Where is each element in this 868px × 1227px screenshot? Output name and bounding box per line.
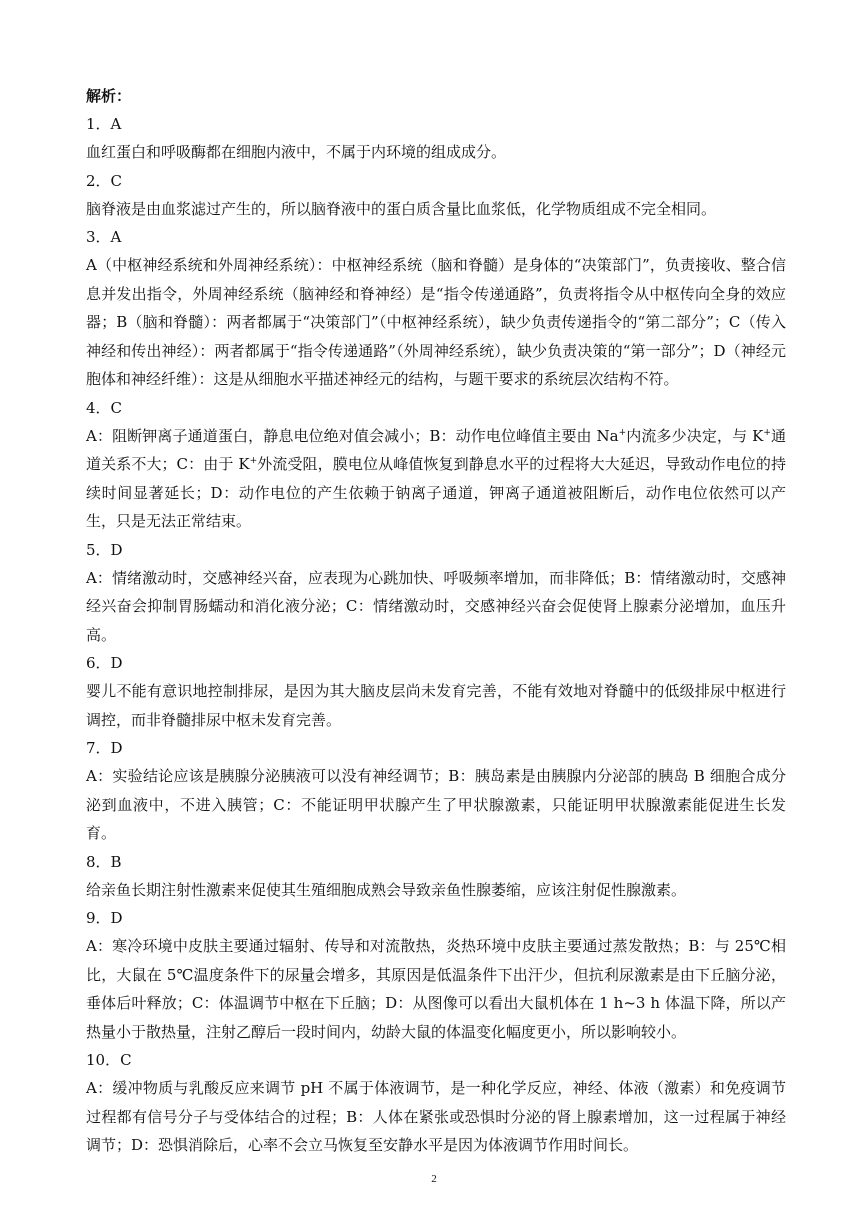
superscript-charge: + [249,456,258,466]
text-segment: 外流受阻，膜电位从峰值恢复到静息水平的过程将大大延迟，导致动作电位的持续时间显著延长；D：动作电位的产生依赖于钠离子通道，钾离子通道被阻断后，动作电位依然可以产生，只是无法正常结束。 [86,455,786,530]
answer-item-1 [86,110,786,167]
text-segment: 内流多少决定，与 K [626,426,764,445]
answer-item-6 [86,649,786,734]
answer-explanation: A：情绪激动时，交感神经兴奋，应表现为心跳加快、呼吸频率增加，而非降低；B：情绪激动时，交感神经兴奋会抑制胃肠蠕动和消化液分泌；C：情绪激动时，交感神经兴奋会促使肾上腺素分泌增加，血压升高。 [86,568,786,644]
answer-number: 3．A [86,228,122,246]
text-segment: 通道关系不大；C：由于 K [86,426,786,473]
answer-number: 9．D [86,909,123,927]
section-heading: 解析： [86,87,132,105]
superscript-charge: + [618,427,627,438]
answer-explanation: 脑脊液是由血浆滤过产生的，所以脑脊液中的蛋白质含量比血浆低，化学物质组成不完全相同。 [86,199,717,218]
answer-item-5 [86,536,786,650]
superscript-charge: + [763,427,771,438]
answer-number: 8．B [86,852,122,871]
answer-number: 7．D [86,739,123,757]
answer-explanation: A（中枢神经系统和外周神经系统）：中枢神经系统（脑和脊髓）是身体的“决策部门”，负责接收、整合信息并发出指令，外周神经系统（脑神经和脊神经）是“指令传递通路”，负责将指令从中枢传向全身的效应器；B（脑和脊髓）：两者都属于“决策部门”（中枢神经系统），缺少负责传递指令的“第二部分”；C（传入神经和传出神经）：两者都属于“指令传递通路”（外周神经系统），缺少负责决策的“第一部分”；D（神经元胞体和神经纤维）：这是从细胞水平描述神经元的结构，与题干要求的系统层次结构不符。 [86,256,786,388]
answer-number: 6．D [86,654,123,672]
answer-item-4 [86,394,786,536]
answer-item-7 [86,734,786,848]
text-segment: A：阻断钾离子通道蛋白，静息电位绝对值会减小；B：动作电位峰值主要由 Na [86,426,619,445]
answer-number: 4．C [86,398,123,417]
answer-explanation [86,422,786,536]
answer-item-8 [86,848,786,905]
answer-item-9 [86,904,786,1046]
answer-explanation: 给亲鱼长期注射性激素来促使其生殖细胞成熟会导致亲鱼性腺萎缩，应该注射促性腺激素。 [86,880,687,899]
answer-explanation: A：寒冷环境中皮肤主要通过辐射、传导和对流散热，炎热环境中皮肤主要通过蒸发散热；B：与 25℃相比，大鼠在 5℃温度条件下的尿量会增多，其原因是低温条件下出汗少，但抗利尿激素是由下丘脑分泌，垂体后叶释放；C：体温调节中枢在下丘脑；D：从图像可以看出大鼠机体在 1 h~3 h 体温下降，所以产热量小于散热量，注射乙醇后一段时间内，幼龄大鼠的体温变化幅度更小，所以影响较小。 [86,937,786,1041]
answer-number: 2．C [86,171,123,190]
answer-item-2 [86,167,786,224]
answer-item-3 [86,223,786,394]
answer-explanation: A：实验结论应该是胰腺分泌胰液可以没有神经调节；B：胰岛素是由胰腺内分泌部的胰岛 B 细胞合成分泌到血液中，不进入胰管；C：不能证明甲状腺产生了甲状腺激素，只能证明甲状腺激素能促进生长发育。 [86,767,786,842]
page-number: 2 [431,1173,437,1185]
answer-number: 10．C [86,1051,132,1069]
answer-explanation: 婴儿不能有意识地控制排尿，是因为其大脑皮层尚未发育完善，不能有效地对脊髓中的低级排尿中枢进行调控，而非脊髓排尿中枢未发育完善。 [86,682,786,729]
answer-explanation: A：缓冲物质与乳酸反应来调节 pH 不属于体液调节，是一种化学反应，神经、体液（激素）和免疫调节过程都有信号分子与受体结合的过程；B：人体在紧张或恐惧时分泌的肾上腺素增加，这一过程属于神经调节；D：恐惧消除后，心率不会立马恢复至安静水平是因为体液调节作用时间长。 [86,1079,786,1154]
answer-number: 1．A [86,115,122,133]
answer-analysis-section [86,82,786,1160]
answer-item-10 [86,1046,786,1160]
answer-explanation: 血红蛋白和呼吸酶都在细胞内液中，不属于内环境的组成成分。 [86,143,507,161]
answer-number: 5．D [86,540,123,559]
